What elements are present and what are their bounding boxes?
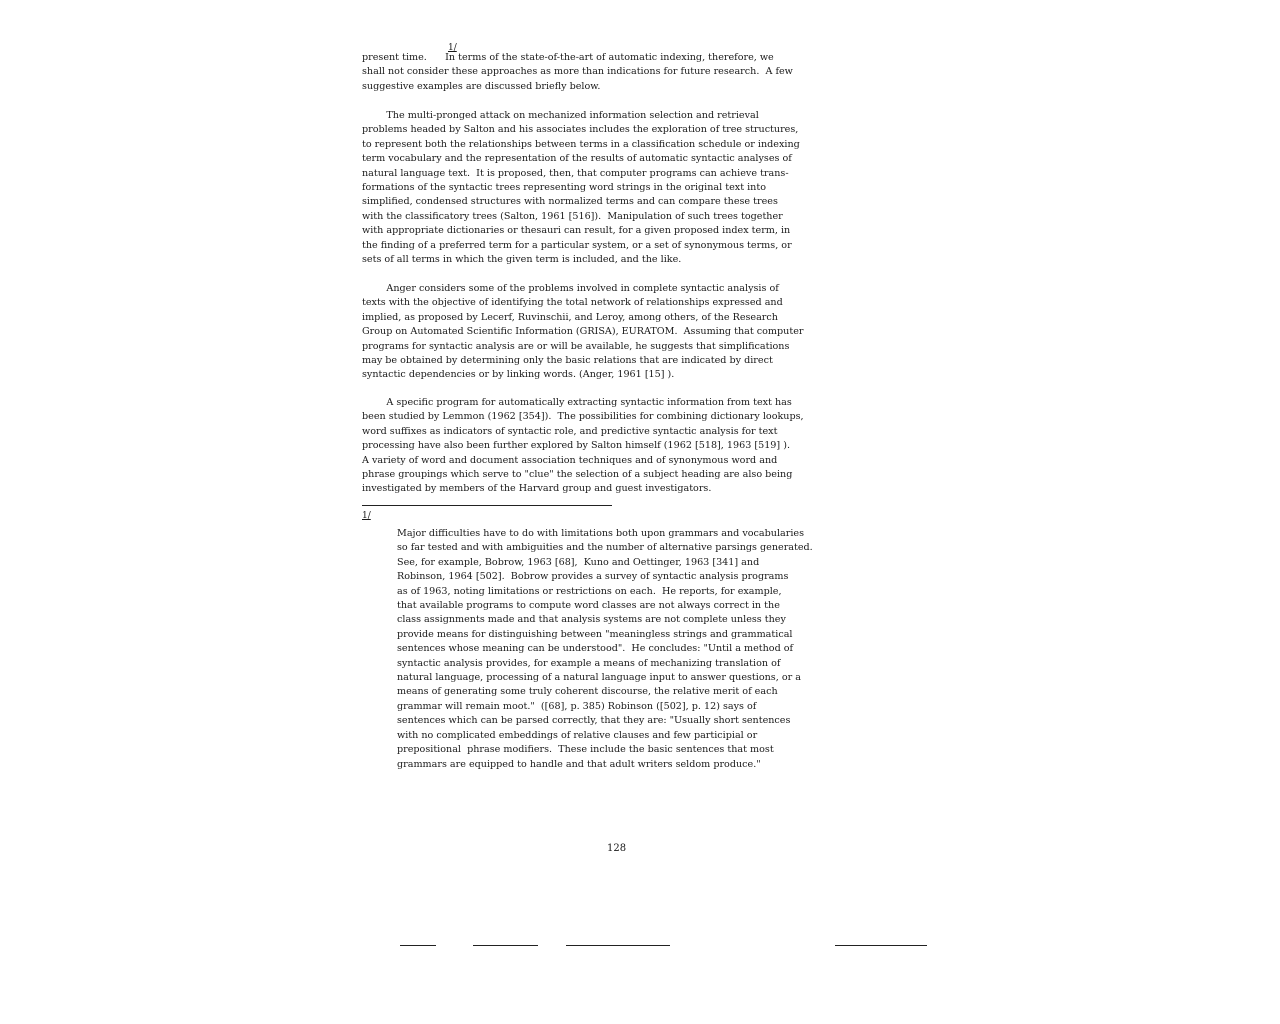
text-line: The multi-pronged attack on mechanized information selection and retrieval	[362, 110, 759, 121]
text-line: problems headed by Salton and his associates includes the exploration of tree structures,	[362, 124, 799, 136]
text-line: provide means for distinguishing between "meaningless strings and grammatical	[397, 628, 793, 640]
scan-artifact-line	[400, 945, 436, 946]
paragraph-anger	[362, 282, 803, 383]
text-line: so far tested and with ambiguities and the number of alternative parsings generated.	[397, 542, 813, 554]
footnote-reference: 1/	[448, 43, 457, 53]
text-line: sets of all terms in which the given term is included, and the like.	[362, 254, 682, 266]
text-line: implied, as proposed by Lecerf, Ruvinschii, and Leroy, among others, of the Research	[362, 311, 778, 323]
text-line: term vocabulary and the representation of the results of automatic syntactic analyses of	[362, 153, 792, 165]
paragraph-salton-trees	[362, 109, 800, 267]
scan-artifact-line	[835, 945, 927, 946]
text-line: phrase groupings which serve to "clue" the selection of a subject heading are also being	[362, 469, 793, 481]
footnote-text	[397, 527, 813, 772]
text-line: sentences whose meaning can be understood". He concludes: "Until a method of	[397, 643, 794, 655]
text-line: Robinson, 1964 [502]. Bobrow provides a survey of syntactic analysis programs	[397, 571, 789, 583]
text-line: processing have also been further explored by Salton himself (1962 [518], 1963 [519] ).	[362, 440, 790, 452]
text-line: with no complicated embeddings of relative clauses and few participial or	[397, 729, 758, 741]
text-line: grammar will remain moot." ([68], p. 385) Robinson ([502], p. 12) says of	[397, 700, 757, 712]
paragraph-lemmon	[362, 396, 804, 497]
text-line: programs for syntactic analysis are or will be available, he suggests that simplifications	[362, 340, 790, 352]
text-line: prepositional phrase modifiers. These include the basic sentences that most	[397, 744, 774, 756]
text-line: shall not consider these approaches as more than indications for future research. A few	[362, 66, 793, 78]
text-line: Group on Automated Scientific Information (GRISA), EURATOM. Assuming that computer	[362, 326, 804, 338]
text-line: syntactic analysis provides, for example a means of mechanizing translation of	[397, 657, 781, 669]
text-line: Anger considers some of the problems involved in complete syntactic analysis of	[362, 283, 779, 294]
text-line: investigated by members of the Harvard group and guest investigators.	[362, 483, 712, 495]
text-line: class assignments made and that analysis systems are not complete unless they	[397, 614, 786, 626]
text-line: simplified, condensed structures with normalized terms and can compare these trees	[362, 196, 778, 208]
scan-artifact-line	[566, 945, 670, 946]
text-line: means of generating some truly coherent discourse, the relative merit of each	[397, 686, 778, 698]
text-line: Major difficulties have to do with limitations both upon grammars and vocabularies	[397, 528, 804, 539]
text-line: A specific program for automatically extracting syntactic information from text has	[362, 397, 792, 408]
text-line: as of 1963, noting limitations or restrictions on each. He reports, for example,	[397, 585, 782, 597]
text-line: that available programs to compute word classes are not always correct in the	[397, 600, 780, 612]
text-line: with the classificatory trees (Salton, 1961 [516]). Manipulation of such trees together	[362, 210, 783, 222]
footnote-divider	[362, 505, 612, 506]
scan-artifact-line	[473, 945, 538, 946]
text-line: to represent both the relationships between terms in a classification schedule or indexing	[362, 138, 800, 150]
text-line: syntactic dependencies or by linking words. (Anger, 1961 [15] ).	[362, 369, 675, 381]
text-line: the finding of a preferred term for a particular system, or a set of synonymous terms, or	[362, 239, 792, 251]
text-line: texts with the objective of identifying the total network of relationships expressed and	[362, 297, 783, 309]
text-line: natural language, processing of a natural language input to answer questions, or a	[397, 672, 801, 684]
text-line: grammars are equipped to handle and that adult writers seldom produce."	[397, 758, 761, 770]
text-line: been studied by Lemmon (1962 [354]). The possibilities for combining dictionary lookups,	[362, 411, 804, 423]
text-line: word suffixes as indicators of syntactic role, and predictive syntactic analysis for text	[362, 425, 778, 437]
text-line: natural language text. It is proposed, then, that computer programs can achieve trans-	[362, 167, 789, 179]
intro-paragraph	[362, 51, 793, 94]
text-line: See, for example, Bobrow, 1963 [68], Kuno and Oettinger, 1963 [341] and	[397, 556, 760, 568]
page-number: 128	[607, 843, 627, 854]
text-line: suggestive examples are discussed briefly below.	[362, 80, 601, 92]
footnote-mark: 1/	[362, 511, 371, 521]
text-line: with appropriate dictionaries or thesauri can result, for a given proposed index term, in	[362, 225, 791, 237]
text-line: sentences which can be parsed correctly, that they are: "Usually short sentences	[397, 715, 791, 727]
text-line: present time. In terms of the state-of-the-art of automatic indexing, therefore, we	[362, 52, 774, 63]
text-line: A variety of word and document association techniques and of synonymous word and	[362, 454, 778, 466]
text-line: formations of the syntactic trees representing word strings in the original text into	[362, 182, 766, 194]
text-line: may be obtained by determining only the basic relations that are indicated by direct	[362, 355, 773, 367]
